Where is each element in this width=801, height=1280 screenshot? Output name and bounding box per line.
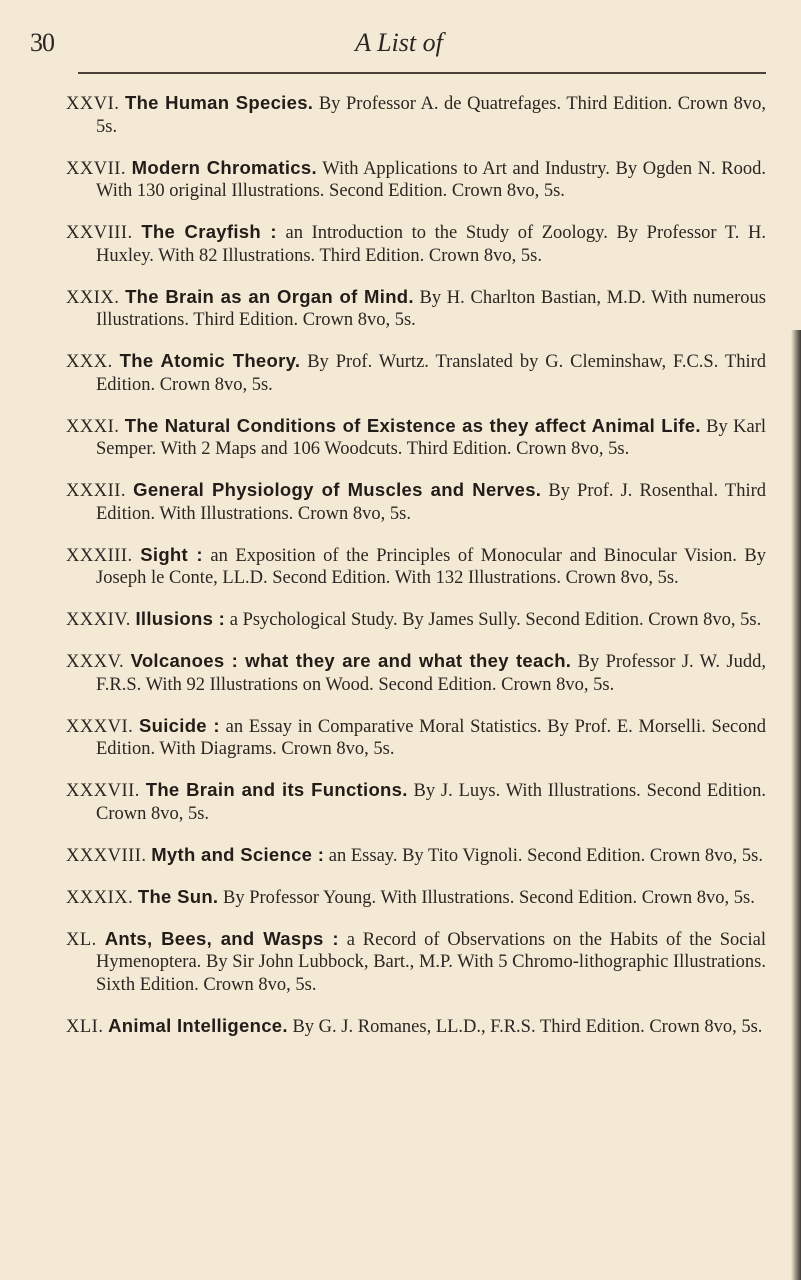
entry-title: The Brain as an Organ of Mind. xyxy=(125,285,414,307)
list-entry xyxy=(66,157,766,203)
entry-number: XXVIII. xyxy=(66,223,133,243)
list-entry xyxy=(66,886,766,910)
list-entry xyxy=(66,479,766,525)
list-entry xyxy=(66,286,766,332)
list-entry xyxy=(66,221,766,267)
page-header xyxy=(30,28,768,68)
running-title: A List of xyxy=(355,28,443,57)
entry-title: The Atomic Theory. xyxy=(119,350,301,371)
entry-number: XXX. xyxy=(66,352,113,372)
entry-description: an Essay in Comparative Moral Statistics. By Prof. E. Morselli. Second Edition. With Diagrams. Crown 8vo, 5s. xyxy=(96,716,767,759)
entry-title: The Brain and its Functions. xyxy=(145,779,408,800)
entry-number: XL. xyxy=(66,929,97,950)
entry-title: The Natural Conditions of Existence as they affect Animal Life. xyxy=(124,414,701,436)
entry-description: By H. Charlton Bastian, M.D. With numerous Illustrations. Third Edition. Crown 8vo, 5s. xyxy=(96,287,767,330)
entry-number: XXXVI. xyxy=(66,716,134,737)
entry-description: By J. Luys. With Illustrations. Second Edition. Crown 8vo, 5s. xyxy=(96,781,766,824)
entry-title: Illusions : xyxy=(135,608,226,629)
entry-description: By Professor Young. With Illustrations. Second Edition. Crown 8vo, 5s. xyxy=(223,887,755,908)
entry-number: XXVI. xyxy=(66,94,120,114)
list-entry xyxy=(66,844,766,868)
entry-description: a Record of Observations on the Habits of the Social Hymenoptera. By Sir John Lubbock, Bart., M.P. With 5 Chromo-lithographic Illustrations. Sixth Edition. Crown 8vo, 5s. xyxy=(96,929,767,995)
header-rule xyxy=(78,72,766,74)
entry-number: XXXIV. xyxy=(66,610,131,630)
entry-description: By Prof. J. Rosenthal. Third Edition. With Illustrations. Crown 8vo, 5s. xyxy=(96,481,766,524)
entry-title: The Sun. xyxy=(137,885,219,907)
list-entry xyxy=(66,544,766,590)
list-entry xyxy=(66,650,766,696)
list-entry xyxy=(66,928,766,997)
list-entry xyxy=(66,92,766,138)
entry-description: an Essay. By Tito Vignoli. Second Edition. Crown 8vo, 5s. xyxy=(328,845,763,866)
list-entry xyxy=(66,608,766,632)
page-number: 30 xyxy=(30,28,54,57)
entry-number: XXXVII. xyxy=(66,781,140,801)
entry-description: By Prof. Wurtz. Translated by G. Cleminshaw, F.C.S. Third Edition. Crown 8vo, 5s. xyxy=(96,352,767,395)
entry-description: By G. J. Romanes, LL.D., F.R.S. Third Edition. Crown 8vo, 5s. xyxy=(292,1016,763,1037)
entry-title: Sight : xyxy=(140,543,203,565)
entry-description: By Professor J. W. Judd, F.R.S. With 92 Illustrations on Wood. Second Edition. Crown 8vo, 5s. xyxy=(96,652,767,695)
entry-number: XXXVIII. xyxy=(66,845,147,866)
book-list xyxy=(66,80,766,1057)
list-entry xyxy=(66,350,766,396)
entry-number: XLI. xyxy=(66,1016,104,1037)
entry-description: By Professor A. de Quatrefages. Third Edition. Crown 8vo, 5s. xyxy=(96,94,767,137)
list-entry xyxy=(66,779,766,825)
entry-title: Modern Chromatics. xyxy=(131,156,317,178)
entry-title: The Crayfish : xyxy=(141,221,277,242)
entry-title: Ants, Bees, and Wasps : xyxy=(104,927,339,949)
entry-description: a Psychological Study. By James Sully. Second Edition. Crown 8vo, 5s. xyxy=(229,610,762,630)
entry-description: By Karl Semper. With 2 Maps and 106 Woodcuts. Third Edition. Crown 8vo, 5s. xyxy=(96,416,767,459)
entry-description: With Applications to Art and Industry. By Ogden N. Rood. With 130 original Illustrations. Second Edition. Crown 8vo, 5s. xyxy=(96,158,767,201)
entry-number: XXXIX. xyxy=(66,887,134,908)
entry-title: Myth and Science : xyxy=(151,843,325,865)
entry-number: XXXIII. xyxy=(66,545,133,566)
page-edge-shadow xyxy=(791,330,801,1280)
entry-title: Animal Intelligence. xyxy=(108,1014,288,1036)
list-entry xyxy=(66,415,766,461)
entry-title: Suicide : xyxy=(138,714,220,736)
entry-number: XXXI. xyxy=(66,416,120,437)
entry-number: XXVII. xyxy=(66,158,127,179)
entry-number: XXIX. xyxy=(66,287,120,308)
entry-number: XXXV. xyxy=(66,652,125,672)
entry-title: The Human Species. xyxy=(124,92,314,113)
entry-description: an Introduction to the Study of Zoology. By Professor T. H. Huxley. With 82 Illustrations. Third Edition. Crown 8vo, 5s. xyxy=(96,223,767,266)
entry-number: XXXII. xyxy=(66,481,127,501)
entry-title: Volcanoes : what they are and what they teach. xyxy=(130,650,572,671)
entry-title: General Physiology of Muscles and Nerves. xyxy=(133,479,542,500)
entry-description: an Exposition of the Principles of Monocular and Binocular Vision. By Joseph le Conte, LL.D. Second Edition. With 132 Illustrations. Crown 8vo, 5s. xyxy=(96,545,766,588)
list-entry xyxy=(66,1015,766,1039)
list-entry xyxy=(66,715,766,761)
